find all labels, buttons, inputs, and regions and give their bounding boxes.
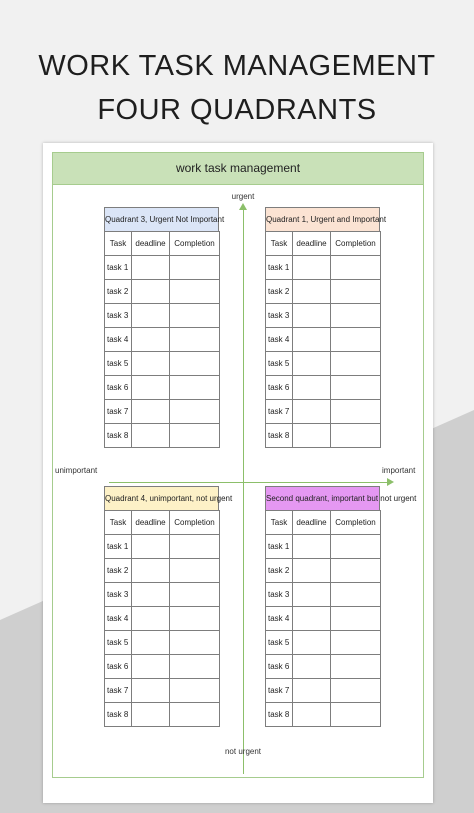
task-cell[interactable]: task 4 xyxy=(105,607,132,631)
task-cell[interactable]: task 3 xyxy=(105,583,132,607)
completion-cell[interactable] xyxy=(170,583,220,607)
deadline-cell[interactable] xyxy=(293,328,331,352)
task-cell[interactable]: task 4 xyxy=(266,328,293,352)
table-row xyxy=(105,583,220,607)
table-row xyxy=(105,679,220,703)
column-header: Task xyxy=(266,232,293,256)
completion-cell[interactable] xyxy=(331,655,381,679)
completion-cell[interactable] xyxy=(331,352,381,376)
completion-cell[interactable] xyxy=(331,607,381,631)
axis-label-important: important xyxy=(382,466,416,475)
deadline-cell[interactable] xyxy=(132,328,170,352)
column-header: Completion xyxy=(170,232,220,256)
table-row xyxy=(105,376,220,400)
task-cell[interactable]: task 5 xyxy=(105,631,132,655)
completion-cell[interactable] xyxy=(331,424,381,448)
quadrant-title: Quadrant 1, Urgent and Important xyxy=(265,207,380,231)
sheet-banner: work task management xyxy=(53,153,423,185)
deadline-cell[interactable] xyxy=(132,400,170,424)
deadline-cell[interactable] xyxy=(293,304,331,328)
table-row xyxy=(266,655,381,679)
quadrant-bottom-right xyxy=(265,486,417,727)
completion-cell[interactable] xyxy=(170,424,220,448)
table-row xyxy=(266,352,381,376)
task-cell[interactable]: task 3 xyxy=(266,304,293,328)
column-header: Completion xyxy=(331,511,381,535)
quadrant-top-right xyxy=(265,207,387,448)
table-row xyxy=(105,559,220,583)
column-header: deadline xyxy=(293,232,331,256)
task-cell[interactable]: task 6 xyxy=(266,655,293,679)
table-row xyxy=(105,280,220,304)
completion-cell[interactable] xyxy=(331,400,381,424)
completion-cell[interactable] xyxy=(331,535,381,559)
table-row xyxy=(105,400,220,424)
deadline-cell[interactable] xyxy=(293,655,331,679)
task-cell[interactable]: task 8 xyxy=(105,703,132,727)
completion-cell[interactable] xyxy=(170,400,220,424)
page-headline xyxy=(0,44,474,132)
table-row xyxy=(266,280,381,304)
completion-cell[interactable] xyxy=(170,376,220,400)
axis-arrow-right-icon xyxy=(387,478,394,486)
task-cell[interactable]: task 6 xyxy=(266,376,293,400)
headline-line-2: FOUR QUADRANTS xyxy=(97,94,377,126)
table-header-row xyxy=(105,232,220,256)
quadrant-table xyxy=(104,510,220,727)
quadrant-top-left xyxy=(104,207,225,448)
deadline-cell[interactable] xyxy=(132,559,170,583)
completion-cell[interactable] xyxy=(331,256,381,280)
quadrant-table xyxy=(104,231,220,448)
deadline-cell[interactable] xyxy=(293,352,331,376)
task-cell[interactable]: task 3 xyxy=(105,304,132,328)
completion-cell[interactable] xyxy=(331,631,381,655)
deadline-cell[interactable] xyxy=(132,607,170,631)
table-header-row xyxy=(266,511,381,535)
completion-cell[interactable] xyxy=(170,535,220,559)
deadline-cell[interactable] xyxy=(132,352,170,376)
task-cell[interactable]: task 1 xyxy=(105,535,132,559)
table-row xyxy=(266,631,381,655)
deadline-cell[interactable] xyxy=(293,703,331,727)
task-cell[interactable]: task 1 xyxy=(105,256,132,280)
deadline-cell[interactable] xyxy=(293,583,331,607)
task-cell[interactable]: task 5 xyxy=(266,352,293,376)
vertical-axis xyxy=(243,205,244,774)
column-header: deadline xyxy=(132,511,170,535)
table-row xyxy=(105,535,220,559)
deadline-cell[interactable] xyxy=(132,304,170,328)
table-row xyxy=(105,304,220,328)
task-cell[interactable]: task 5 xyxy=(105,352,132,376)
deadline-cell[interactable] xyxy=(293,679,331,703)
deadline-cell[interactable] xyxy=(293,424,331,448)
column-header: Task xyxy=(266,511,293,535)
completion-cell[interactable] xyxy=(170,679,220,703)
deadline-cell[interactable] xyxy=(293,400,331,424)
table-row xyxy=(105,655,220,679)
completion-cell[interactable] xyxy=(331,328,381,352)
table-row xyxy=(105,607,220,631)
task-cell[interactable]: task 5 xyxy=(266,631,293,655)
task-cell[interactable]: task 4 xyxy=(266,607,293,631)
deadline-cell[interactable] xyxy=(132,424,170,448)
column-header: Completion xyxy=(331,232,381,256)
quadrant-title: Second quadrant, important but not urgent xyxy=(265,486,380,510)
task-cell[interactable]: task 7 xyxy=(105,400,132,424)
task-cell[interactable]: task 6 xyxy=(105,655,132,679)
completion-cell[interactable] xyxy=(170,655,220,679)
column-header: deadline xyxy=(132,232,170,256)
completion-cell[interactable] xyxy=(331,304,381,328)
table-row xyxy=(266,607,381,631)
headline-line-1: WORK TASK MANAGEMENT xyxy=(38,50,436,82)
table-row xyxy=(105,328,220,352)
table-row xyxy=(266,535,381,559)
completion-cell[interactable] xyxy=(170,703,220,727)
task-cell[interactable]: task 2 xyxy=(105,280,132,304)
deadline-cell[interactable] xyxy=(293,280,331,304)
table-row xyxy=(105,256,220,280)
column-header: deadline xyxy=(293,511,331,535)
table-row xyxy=(266,424,381,448)
completion-cell[interactable] xyxy=(170,352,220,376)
completion-cell[interactable] xyxy=(331,376,381,400)
table-row xyxy=(266,703,381,727)
table-row xyxy=(266,679,381,703)
deadline-cell[interactable] xyxy=(132,655,170,679)
axis-label-urgent: urgent xyxy=(231,192,255,201)
deadline-cell[interactable] xyxy=(293,256,331,280)
completion-cell[interactable] xyxy=(331,583,381,607)
spreadsheet-preview xyxy=(43,143,433,803)
task-cell[interactable]: task 6 xyxy=(105,376,132,400)
deadline-cell[interactable] xyxy=(132,376,170,400)
task-cell[interactable]: task 8 xyxy=(105,424,132,448)
task-cell[interactable]: task 1 xyxy=(266,256,293,280)
completion-cell[interactable] xyxy=(331,679,381,703)
task-cell[interactable]: task 2 xyxy=(266,559,293,583)
task-cell[interactable]: task 3 xyxy=(266,583,293,607)
completion-cell[interactable] xyxy=(170,256,220,280)
completion-cell[interactable] xyxy=(170,607,220,631)
table-row xyxy=(266,304,381,328)
task-cell[interactable]: task 7 xyxy=(105,679,132,703)
quadrant-table xyxy=(265,510,381,727)
deadline-cell[interactable] xyxy=(132,679,170,703)
quadrant-table xyxy=(265,231,381,448)
completion-cell[interactable] xyxy=(170,280,220,304)
table-row xyxy=(105,703,220,727)
axis-arrow-up-icon xyxy=(239,203,247,210)
deadline-cell[interactable] xyxy=(132,535,170,559)
task-cell[interactable]: task 2 xyxy=(105,559,132,583)
quadrant-bottom-left xyxy=(104,486,233,727)
completion-cell[interactable] xyxy=(170,631,220,655)
deadline-cell[interactable] xyxy=(293,607,331,631)
table-row xyxy=(266,559,381,583)
task-cell[interactable]: task 1 xyxy=(266,535,293,559)
task-cell[interactable]: task 4 xyxy=(105,328,132,352)
completion-cell[interactable] xyxy=(331,559,381,583)
deadline-cell[interactable] xyxy=(293,376,331,400)
completion-cell[interactable] xyxy=(331,280,381,304)
task-cell[interactable]: task 2 xyxy=(266,280,293,304)
quadrant-title: Quadrant 3, Urgent Not Important xyxy=(104,207,219,231)
table-row xyxy=(266,400,381,424)
completion-cell[interactable] xyxy=(170,328,220,352)
table-row xyxy=(105,631,220,655)
table-row xyxy=(266,376,381,400)
completion-cell[interactable] xyxy=(170,304,220,328)
table-row xyxy=(266,328,381,352)
task-cell[interactable]: task 7 xyxy=(266,679,293,703)
task-cell[interactable]: task 8 xyxy=(266,703,293,727)
table-row xyxy=(105,424,220,448)
quadrant-title: Quadrant 4, unimportant, not urgent xyxy=(104,486,219,510)
table-row xyxy=(105,352,220,376)
completion-cell[interactable] xyxy=(170,559,220,583)
deadline-cell[interactable] xyxy=(132,280,170,304)
column-header: Completion xyxy=(170,511,220,535)
deadline-cell[interactable] xyxy=(293,559,331,583)
task-cell[interactable]: task 7 xyxy=(266,400,293,424)
deadline-cell[interactable] xyxy=(293,631,331,655)
table-row xyxy=(266,256,381,280)
axis-label-unimportant: unimportant xyxy=(55,466,98,475)
deadline-cell[interactable] xyxy=(132,703,170,727)
column-header: Task xyxy=(105,511,132,535)
table-header-row xyxy=(266,232,381,256)
table-header-row xyxy=(105,511,220,535)
deadline-cell[interactable] xyxy=(132,631,170,655)
sheet-frame xyxy=(52,152,424,778)
deadline-cell[interactable] xyxy=(132,256,170,280)
deadline-cell[interactable] xyxy=(293,535,331,559)
axis-label-not-urgent: not urgent xyxy=(224,747,262,756)
task-cell[interactable]: task 8 xyxy=(266,424,293,448)
completion-cell[interactable] xyxy=(331,703,381,727)
deadline-cell[interactable] xyxy=(132,583,170,607)
column-header: Task xyxy=(105,232,132,256)
table-row xyxy=(266,583,381,607)
horizontal-axis xyxy=(109,482,389,483)
